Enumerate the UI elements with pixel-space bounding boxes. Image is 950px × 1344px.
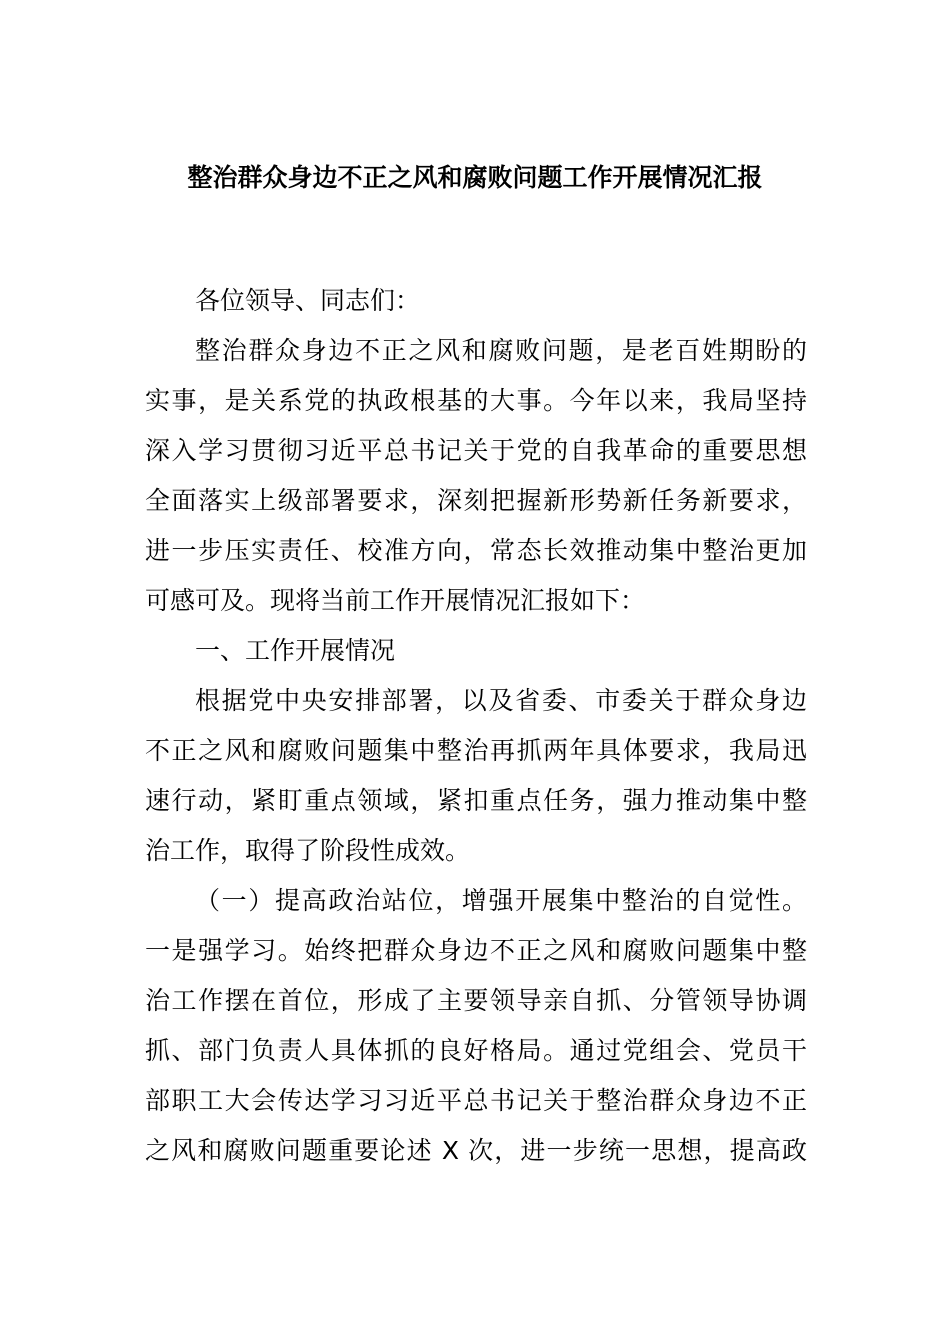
body-text-line: 实事，是关系党的执政根基的大事。今年以来，我局坚持 xyxy=(145,386,807,415)
body-text-line: 之风和腐败问题重要论述 X 次，进一步统一思想，提高政 xyxy=(145,1136,807,1165)
section-heading: 一、工作开展情况 xyxy=(195,636,396,665)
body-text-line: 部职工大会传达学习习近平总书记关于整治群众身边不正 xyxy=(145,1086,807,1115)
body-text-line: 可感可及。现将当前工作开展情况汇报如下： xyxy=(145,586,646,615)
body-text-line: 整治群众身边不正之风和腐败问题，是老百姓期盼的 xyxy=(195,336,807,365)
salutation-line: 各位领导、同志们： xyxy=(195,286,421,315)
body-text-line: 进一步压实责任、校准方向，常态长效推动集中整治更加 xyxy=(145,536,807,565)
body-text-line: 治工作摆在首位，形成了主要领导亲自抓、分管领导协调 xyxy=(145,986,807,1015)
document-title: 整治群众身边不正之风和腐败问题工作开展情况汇报 xyxy=(187,163,763,192)
body-text-line: 不正之风和腐败问题集中整治再抓两年具体要求，我局迅 xyxy=(145,736,807,765)
body-text-line: 治工作，取得了阶段性成效。 xyxy=(145,836,471,865)
body-text-line: 一是强学习。始终把群众身边不正之风和腐败问题集中整 xyxy=(145,936,807,965)
body-text-line: 根据党中央安排部署，以及省委、市委关于群众身边 xyxy=(195,686,807,715)
body-text-line: 深入学习贯彻习近平总书记关于党的自我革命的重要思想 xyxy=(145,436,807,465)
body-text-line: 速行动，紧盯重点领域，紧扣重点任务，强力推动集中整 xyxy=(145,786,807,815)
body-text-line: 抓、部门负责人具体抓的良好格局。通过党组会、党员干 xyxy=(145,1036,807,1065)
body-text-line: 全面落实上级部署要求，深刻把握新形势新任务新要求， xyxy=(145,486,807,515)
subsection-heading: （一）提高政治站位，增强开展集中整治的自觉性。 xyxy=(195,886,807,915)
